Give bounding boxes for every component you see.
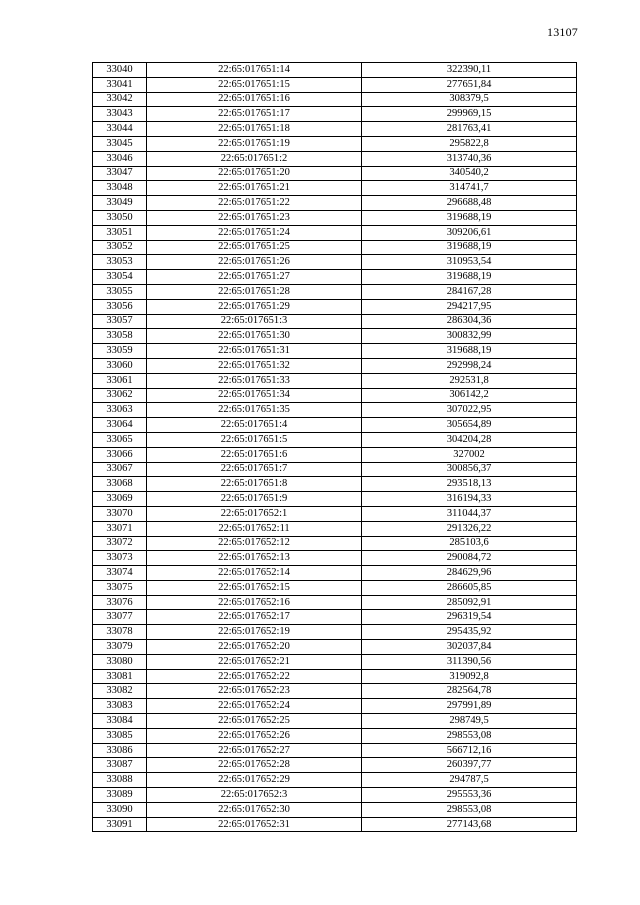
- table-row: [93, 344, 577, 359]
- cadastral-value-cell: 304204,28: [362, 432, 577, 447]
- cadastral-value-cell: 297991,89: [362, 699, 577, 714]
- table-row: [93, 299, 577, 314]
- cadastral-number-cell: 22:65:017651:21: [147, 181, 362, 196]
- cadastral-number-cell: 22:65:017652:27: [147, 743, 362, 758]
- cadastral-value-cell: 313740,36: [362, 151, 577, 166]
- cadastral-number-cell: 22:65:017652:12: [147, 536, 362, 551]
- cadastral-value-cell: 319688,19: [362, 210, 577, 225]
- table-row: [93, 418, 577, 433]
- row-number-cell: 33060: [93, 358, 147, 373]
- cadastral-number-cell: 22:65:017651:30: [147, 329, 362, 344]
- table-row: [93, 699, 577, 714]
- table-row: [93, 580, 577, 595]
- cadastral-value-cell: 302037,84: [362, 640, 577, 655]
- cadastral-number-cell: 22:65:017651:33: [147, 373, 362, 388]
- cadastral-value-cell: 286605,85: [362, 580, 577, 595]
- cadastral-number-cell: 22:65:017651:2: [147, 151, 362, 166]
- cadastral-value-table: [92, 62, 577, 832]
- row-number-cell: 33063: [93, 403, 147, 418]
- table-row: [93, 284, 577, 299]
- row-number-cell: 33052: [93, 240, 147, 255]
- cadastral-number-cell: 22:65:017651:16: [147, 92, 362, 107]
- row-number-cell: 33083: [93, 699, 147, 714]
- table-row: [93, 536, 577, 551]
- cadastral-number-cell: 22:65:017651:27: [147, 270, 362, 285]
- row-number-cell: 33059: [93, 344, 147, 359]
- table-row: [93, 63, 577, 78]
- row-number-cell: 33074: [93, 566, 147, 581]
- cadastral-value-cell: 300832,99: [362, 329, 577, 344]
- row-number-cell: 33068: [93, 477, 147, 492]
- table-row: [93, 388, 577, 403]
- cadastral-value-cell: 281763,41: [362, 122, 577, 137]
- table-row: [93, 669, 577, 684]
- row-number-cell: 33051: [93, 225, 147, 240]
- row-number-cell: 33071: [93, 521, 147, 536]
- cadastral-number-cell: 22:65:017652:13: [147, 551, 362, 566]
- cadastral-number-cell: 22:65:017652:28: [147, 758, 362, 773]
- cadastral-value-cell: 316194,33: [362, 492, 577, 507]
- table-row: [93, 166, 577, 181]
- table-row: [93, 196, 577, 211]
- cadastral-number-cell: 22:65:017651:29: [147, 299, 362, 314]
- cadastral-number-cell: 22:65:017651:4: [147, 418, 362, 433]
- table-row: [93, 640, 577, 655]
- cadastral-value-cell: 319092,8: [362, 669, 577, 684]
- cadastral-value-cell: 292998,24: [362, 358, 577, 373]
- cadastral-number-cell: 22:65:017652:1: [147, 506, 362, 521]
- cadastral-number-cell: 22:65:017652:26: [147, 728, 362, 743]
- table-row: [93, 566, 577, 581]
- cadastral-value-cell: 307022,95: [362, 403, 577, 418]
- row-number-cell: 33081: [93, 669, 147, 684]
- cadastral-value-cell: 291326,22: [362, 521, 577, 536]
- row-number-cell: 33049: [93, 196, 147, 211]
- row-number-cell: 33046: [93, 151, 147, 166]
- row-number-cell: 33076: [93, 595, 147, 610]
- cadastral-number-cell: 22:65:017651:6: [147, 447, 362, 462]
- table-row: [93, 654, 577, 669]
- table-row: [93, 255, 577, 270]
- cadastral-value-cell: 284629,96: [362, 566, 577, 581]
- table-row: [93, 358, 577, 373]
- table-row: [93, 728, 577, 743]
- cadastral-value-cell: 277651,84: [362, 77, 577, 92]
- cadastral-number-cell: 22:65:017652:11: [147, 521, 362, 536]
- cadastral-number-cell: 22:65:017652:29: [147, 773, 362, 788]
- table-row: [93, 521, 577, 536]
- cadastral-value-cell: 327002: [362, 447, 577, 462]
- row-number-cell: 33043: [93, 107, 147, 122]
- row-number-cell: 33042: [93, 92, 147, 107]
- table-row: [93, 462, 577, 477]
- cadastral-number-cell: 22:65:017652:17: [147, 610, 362, 625]
- table-row: [93, 817, 577, 832]
- row-number-cell: 33058: [93, 329, 147, 344]
- row-number-cell: 33077: [93, 610, 147, 625]
- table-row: [93, 788, 577, 803]
- row-number-cell: 33053: [93, 255, 147, 270]
- row-number-cell: 33084: [93, 714, 147, 729]
- cadastral-value-cell: 285103,6: [362, 536, 577, 551]
- cadastral-number-cell: 22:65:017651:24: [147, 225, 362, 240]
- cadastral-value-cell: 298749,5: [362, 714, 577, 729]
- cadastral-value-cell: 296688,48: [362, 196, 577, 211]
- row-number-cell: 33057: [93, 314, 147, 329]
- cadastral-number-cell: 22:65:017652:25: [147, 714, 362, 729]
- cadastral-number-cell: 22:65:017651:31: [147, 344, 362, 359]
- cadastral-value-cell: 282564,78: [362, 684, 577, 699]
- row-number-cell: 33079: [93, 640, 147, 655]
- cadastral-number-cell: 22:65:017651:8: [147, 477, 362, 492]
- cadastral-number-cell: 22:65:017652:15: [147, 580, 362, 595]
- cadastral-value-cell: 299969,15: [362, 107, 577, 122]
- table-row: [93, 447, 577, 462]
- cadastral-value-cell: 285092,91: [362, 595, 577, 610]
- cadastral-number-cell: 22:65:017651:26: [147, 255, 362, 270]
- table-row: [93, 773, 577, 788]
- cadastral-value-cell: 319688,19: [362, 240, 577, 255]
- table-row: [93, 210, 577, 225]
- cadastral-value-cell: 284167,28: [362, 284, 577, 299]
- table-body: [93, 63, 577, 832]
- row-number-cell: 33078: [93, 625, 147, 640]
- row-number-cell: 33062: [93, 388, 147, 403]
- cadastral-value-cell: 286304,36: [362, 314, 577, 329]
- cadastral-value-cell: 314741,7: [362, 181, 577, 196]
- row-number-cell: 33075: [93, 580, 147, 595]
- cadastral-number-cell: 22:65:017651:15: [147, 77, 362, 92]
- row-number-cell: 33054: [93, 270, 147, 285]
- table-row: [93, 506, 577, 521]
- cadastral-value-cell: 292531,8: [362, 373, 577, 388]
- row-number-cell: 33070: [93, 506, 147, 521]
- table-row: [93, 432, 577, 447]
- table-row: [93, 373, 577, 388]
- cadastral-value-cell: 310953,54: [362, 255, 577, 270]
- cadastral-value-cell: 277143,68: [362, 817, 577, 832]
- cadastral-number-cell: 22:65:017651:9: [147, 492, 362, 507]
- row-number-cell: 33090: [93, 802, 147, 817]
- cadastral-value-cell: 566712,16: [362, 743, 577, 758]
- row-number-cell: 33082: [93, 684, 147, 699]
- table-row: [93, 610, 577, 625]
- cadastral-number-cell: 22:65:017651:32: [147, 358, 362, 373]
- row-number-cell: 33073: [93, 551, 147, 566]
- cadastral-value-cell: 308379,5: [362, 92, 577, 107]
- row-number-cell: 33066: [93, 447, 147, 462]
- cadastral-value-cell: 290084,72: [362, 551, 577, 566]
- row-number-cell: 33041: [93, 77, 147, 92]
- row-number-cell: 33045: [93, 136, 147, 151]
- cadastral-number-cell: 22:65:017652:3: [147, 788, 362, 803]
- cadastral-value-cell: 294217,95: [362, 299, 577, 314]
- cadastral-number-cell: 22:65:017651:35: [147, 403, 362, 418]
- row-number-cell: 33040: [93, 63, 147, 78]
- row-number-cell: 33067: [93, 462, 147, 477]
- cadastral-value-cell: 298553,08: [362, 802, 577, 817]
- cadastral-number-cell: 22:65:017651:18: [147, 122, 362, 137]
- row-number-cell: 33047: [93, 166, 147, 181]
- cadastral-number-cell: 22:65:017651:17: [147, 107, 362, 122]
- row-number-cell: 33086: [93, 743, 147, 758]
- table-row: [93, 136, 577, 151]
- row-number-cell: 33088: [93, 773, 147, 788]
- cadastral-value-cell: 340540,2: [362, 166, 577, 181]
- row-number-cell: 33080: [93, 654, 147, 669]
- cadastral-number-cell: 22:65:017652:16: [147, 595, 362, 610]
- cadastral-number-cell: 22:65:017652:20: [147, 640, 362, 655]
- cadastral-value-cell: 309206,61: [362, 225, 577, 240]
- cadastral-value-cell: 311390,56: [362, 654, 577, 669]
- cadastral-number-cell: 22:65:017652:30: [147, 802, 362, 817]
- table-row: [93, 684, 577, 699]
- table-row: [93, 151, 577, 166]
- cadastral-number-cell: 22:65:017652:19: [147, 625, 362, 640]
- table-row: [93, 802, 577, 817]
- table-row: [93, 477, 577, 492]
- table-row: [93, 107, 577, 122]
- cadastral-number-cell: 22:65:017652:31: [147, 817, 362, 832]
- row-number-cell: 33044: [93, 122, 147, 137]
- cadastral-number-cell: 22:65:017651:5: [147, 432, 362, 447]
- cadastral-value-cell: 293518,13: [362, 477, 577, 492]
- cadastral-number-cell: 22:65:017651:22: [147, 196, 362, 211]
- row-number-cell: 33091: [93, 817, 147, 832]
- row-number-cell: 33055: [93, 284, 147, 299]
- table-row: [93, 92, 577, 107]
- table-row: [93, 240, 577, 255]
- table-row: [93, 225, 577, 240]
- table-row: [93, 714, 577, 729]
- cadastral-value-cell: 295435,92: [362, 625, 577, 640]
- row-number-cell: 33065: [93, 432, 147, 447]
- cadastral-value-cell: 319688,19: [362, 270, 577, 285]
- cadastral-number-cell: 22:65:017651:14: [147, 63, 362, 78]
- row-number-cell: 33072: [93, 536, 147, 551]
- row-number-cell: 33061: [93, 373, 147, 388]
- row-number-cell: 33064: [93, 418, 147, 433]
- row-number-cell: 33069: [93, 492, 147, 507]
- cadastral-value-cell: 295822,8: [362, 136, 577, 151]
- cadastral-value-cell: 311044,37: [362, 506, 577, 521]
- table-row: [93, 181, 577, 196]
- cadastral-value-cell: 298553,08: [362, 728, 577, 743]
- row-number-cell: 33056: [93, 299, 147, 314]
- cadastral-number-cell: 22:65:017651:23: [147, 210, 362, 225]
- row-number-cell: 33085: [93, 728, 147, 743]
- cadastral-number-cell: 22:65:017652:24: [147, 699, 362, 714]
- cadastral-value-cell: 319688,19: [362, 344, 577, 359]
- cadastral-number-cell: 22:65:017651:25: [147, 240, 362, 255]
- cadastral-number-cell: 22:65:017651:28: [147, 284, 362, 299]
- row-number-cell: 33050: [93, 210, 147, 225]
- table-row: [93, 270, 577, 285]
- cadastral-number-cell: 22:65:017652:23: [147, 684, 362, 699]
- cadastral-value-cell: 295553,36: [362, 788, 577, 803]
- table-row: [93, 122, 577, 137]
- table-row: [93, 758, 577, 773]
- table-row: [93, 743, 577, 758]
- cadastral-number-cell: 22:65:017651:20: [147, 166, 362, 181]
- table-row: [93, 329, 577, 344]
- cadastral-number-cell: 22:65:017651:19: [147, 136, 362, 151]
- cadastral-number-cell: 22:65:017651:3: [147, 314, 362, 329]
- table-row: [93, 77, 577, 92]
- cadastral-value-cell: 260397,77: [362, 758, 577, 773]
- cadastral-value-cell: 322390,11: [362, 63, 577, 78]
- cadastral-number-cell: 22:65:017652:14: [147, 566, 362, 581]
- row-number-cell: 33048: [93, 181, 147, 196]
- row-number-cell: 33087: [93, 758, 147, 773]
- cadastral-number-cell: 22:65:017651:7: [147, 462, 362, 477]
- row-number-cell: 33089: [93, 788, 147, 803]
- table-row: [93, 551, 577, 566]
- table-row: [93, 403, 577, 418]
- cadastral-number-cell: 22:65:017652:21: [147, 654, 362, 669]
- cadastral-number-cell: 22:65:017652:22: [147, 669, 362, 684]
- page-number: 13107: [547, 25, 578, 39]
- cadastral-value-cell: 306142,2: [362, 388, 577, 403]
- table-row: [93, 492, 577, 507]
- cadastral-value-cell: 305654,89: [362, 418, 577, 433]
- cadastral-number-cell: 22:65:017651:34: [147, 388, 362, 403]
- cadastral-value-cell: 296319,54: [362, 610, 577, 625]
- table-row: [93, 314, 577, 329]
- table-row: [93, 625, 577, 640]
- cadastral-value-cell: 294787,5: [362, 773, 577, 788]
- table-row: [93, 595, 577, 610]
- cadastral-value-cell: 300856,37: [362, 462, 577, 477]
